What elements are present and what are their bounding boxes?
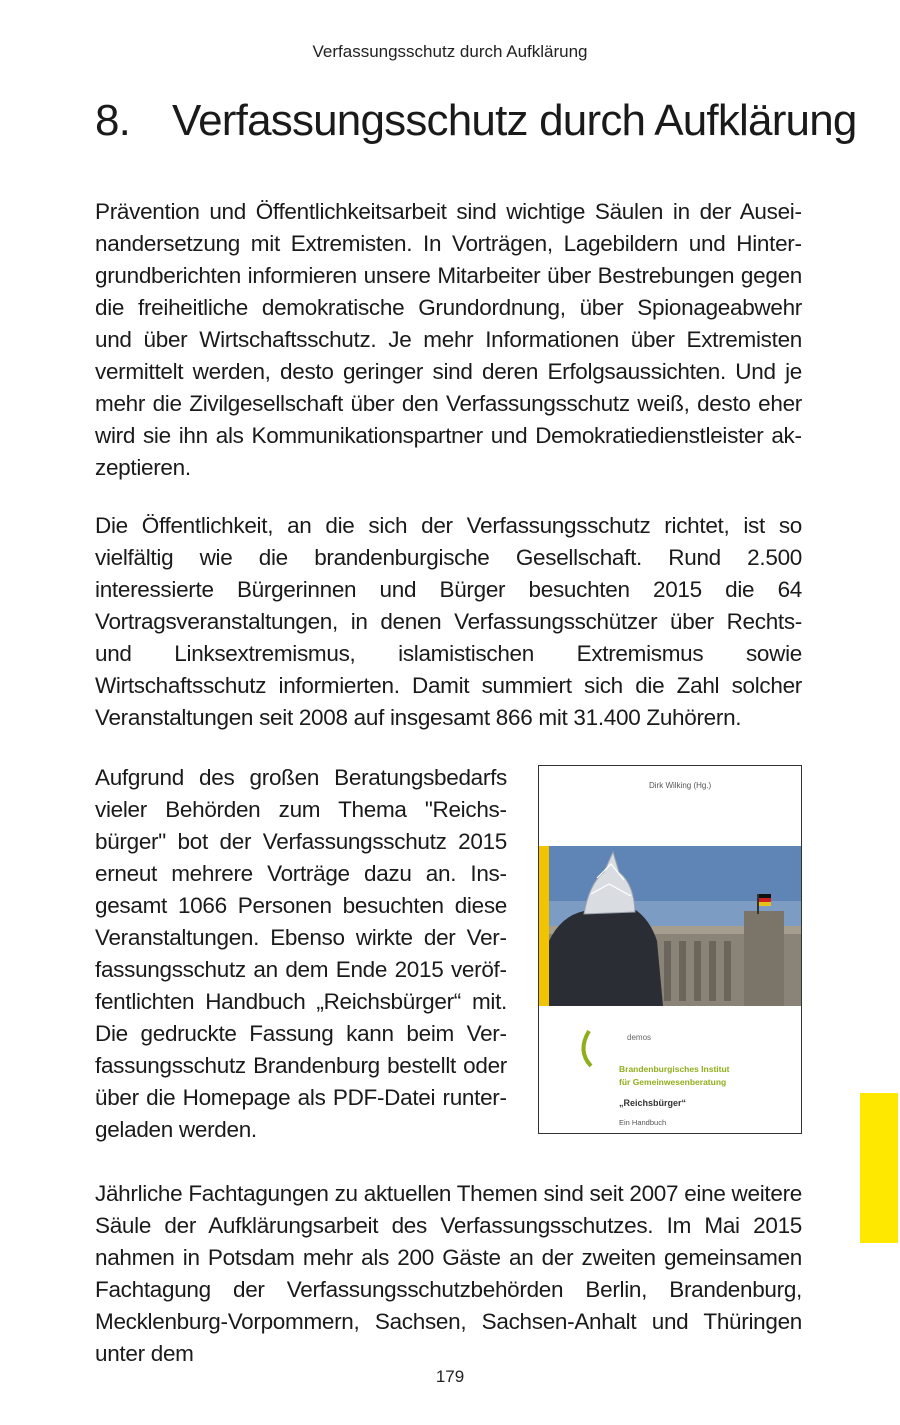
book-cover-graphic xyxy=(539,766,801,1133)
chapter-title-text: Verfassungsschutz durch Aufklärung xyxy=(172,96,857,145)
reichstag-tower xyxy=(744,911,784,1006)
running-header: Verfassungsschutz durch Aufklärung xyxy=(312,42,588,61)
publisher-line2: für Gemeinwesenberatung xyxy=(619,1077,727,1087)
demos-logo-text: demos xyxy=(627,1033,652,1042)
paragraph-fachtagungen: Jährliche Fachtagungen zu aktuellen Themen sind seit 2007 eine weitere Säule der Aufklärungsarbeit des Verfassungsschutzes. Im Mai 2015 nahmen in Potsdam mehr als 200 Gäste an der zweiten gemeinsamen Fachtagung der Verfassungsschutzbehörden Berlin, Brandenburg, Mecklenburg-Vorpommern, Sachsen, Sachsen-Anhalt und Thüringen unter dem xyxy=(95,1181,802,1366)
chapter-number: 8. xyxy=(95,96,131,145)
publisher-line1: Brandenburgisches Institut xyxy=(619,1064,730,1074)
book-editor: Dirk Wilking (Hg.) xyxy=(649,781,712,790)
flag-black xyxy=(759,894,771,898)
paragraph-prevention: Prävention und Öffentlichkeitsarbeit sind wichtige Säulen in der Auseinandersetzung mit Extremisten. In Vorträgen, Lagebildern und Hintergrundberichten informieren unsere Mitarbeiter über Bestrebungen gegen die freiheitliche demokratische Grundordnung, über Spionageabwehr und über Wirtschaftsschutz. Je mehr Informationen über Extremisten vermittelt werden, desto geringer sind deren Erfolgsaussichten. Und je mehr die Zivilgesellschaft über den Verfassungsschutz weiß, desto eher wird sie ihn als Kommunikationspartner und Demokratiedienstleister akzeptieren. xyxy=(95,199,802,480)
chapter-title xyxy=(95,93,857,149)
book-title: „Reichsbürger“ xyxy=(619,1098,687,1108)
person-silhouette xyxy=(549,906,663,1006)
paragraph-public: Die Öffentlichkeit, an die sich der Verfassungsschutz richtet, ist so vielfältig wie die brandenburgische Gesellschaft. Rund 2.500 interessierte Bürgerinnen und Bürger besuchten 2015 die 64 Vortragsveranstaltungen, in denen Verfassungsschützer über Rechts- und Linksextremismus, islamistischen Extremismus sowie Wirtschaftsschutz informierten. Damit summiert sich die Zahl solcher Veranstaltungen seit 2008 auf insgesamt 866 mit 31.400 Zuhörern. xyxy=(95,513,802,730)
chapter-tab-marker xyxy=(860,1093,898,1243)
book-cover-image xyxy=(538,765,802,1134)
paragraph-reichsbuerger: Aufgrund des großen Beratungsbedarfs vieler Behörden zum Thema "Reichsbürger" bot der Verfassungsschutz 2015 erneut mehrere Vorträge dazu an. Insgesamt 1066 Personen besuchten diese Veranstaltungen. Ebenso wirkte der Verfassungsschutz an dem Ende 2015 veröffentlichten Handbuch „Reichsbürger“ mit. Die gedruckte Fassung kann beim Verfassungsschutz Brandenburg bestellt oder über die Homepage als PDF-Datei runtergeladen werden. xyxy=(95,765,507,1142)
flag-gold xyxy=(759,902,771,906)
page-number: 179 xyxy=(435,1367,465,1386)
flag-red xyxy=(759,898,771,902)
book-subtitle: Ein Handbuch xyxy=(619,1118,667,1127)
